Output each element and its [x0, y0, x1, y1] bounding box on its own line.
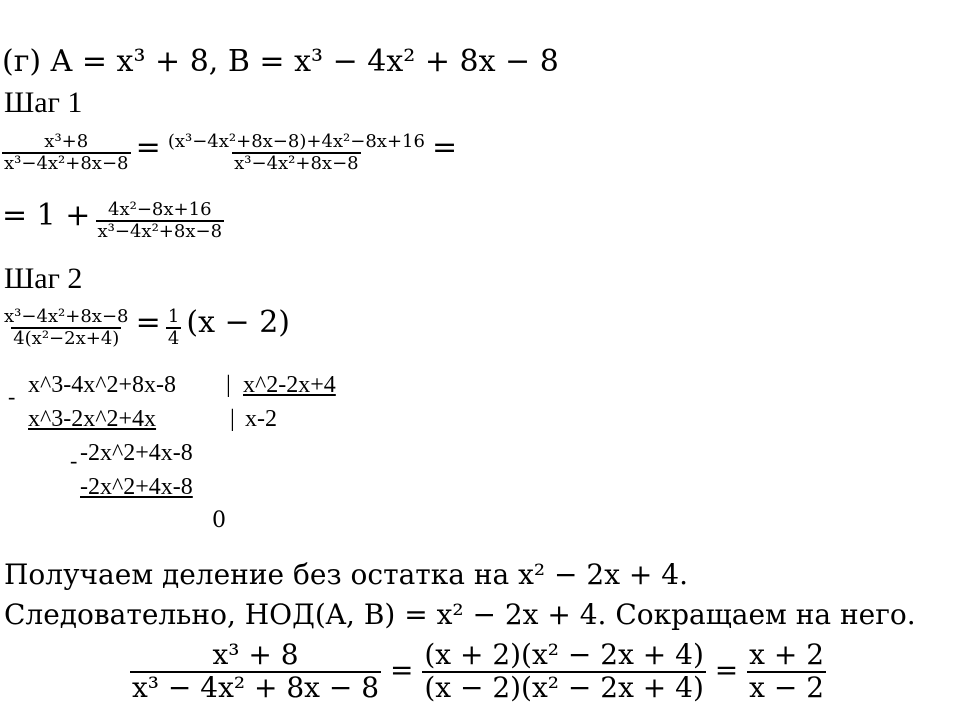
division-bar-2: |: [230, 406, 235, 432]
conclusion-line-1: Получаем деление без остатка на x² − 2x + 4.: [4, 558, 688, 591]
division-minus-2: -: [70, 448, 78, 473]
step1-label: Шаг 1: [4, 86, 83, 119]
step1-fraction-right-denominator: x³−4x²+8x−8: [234, 152, 359, 174]
step1-fraction-remainder-denominator: x³−4x²+8x−8: [97, 220, 223, 242]
final-fraction-3-numerator: x + 2: [749, 638, 825, 671]
final-equation: [130, 640, 826, 704]
step1-line2-prefix: = 1 +: [2, 198, 91, 233]
final-equals-1: =: [389, 653, 414, 687]
step1-equation: [2, 130, 457, 173]
step2-fraction-denominator: 4(x²−2x+4): [13, 327, 120, 349]
conclusion-line-2: Следовательно, НОД(A, B) = x² − 2x + 4. Сокращаем на него.: [4, 598, 916, 631]
step2-coefficient-numerator: 1: [167, 305, 180, 327]
step1-equals-1: =: [135, 130, 161, 165]
division-minus-1: -: [8, 384, 16, 409]
division-divisor: x^2-2x+4: [243, 372, 336, 398]
step1-fraction-left: [2, 132, 131, 174]
step1-fraction-remainder: [96, 200, 225, 242]
step2-coefficient-denominator: 4: [167, 327, 180, 349]
step2-label: Шаг 2: [4, 262, 83, 295]
division-dividend: x^3-4x^2+8x-8: [28, 372, 177, 398]
step1-fraction-remainder-numerator: 4x²−8x+16: [108, 198, 212, 220]
step2-factor: (x − 2): [186, 305, 290, 340]
step2-equals: =: [135, 305, 161, 340]
step1-fraction-right: [166, 132, 427, 174]
final-fraction-2: [422, 640, 706, 704]
final-equals-2: =: [714, 653, 739, 687]
step2-fraction: [2, 307, 131, 349]
division-subtract-2: -2x^2+4x-8: [80, 474, 193, 500]
step2-coefficient: [166, 307, 181, 349]
division-bar-1: |: [226, 372, 231, 398]
step1-fraction-left-denominator: x³−4x²+8x−8: [4, 152, 129, 174]
division-subtract-1: x^3-2x^2+4x: [28, 406, 157, 432]
final-fraction-2-denominator: (x − 2)(x² − 2x + 4): [424, 670, 704, 704]
final-fraction-1: [130, 640, 381, 704]
step2-fraction-numerator: x³−4x²+8x−8: [4, 305, 129, 327]
final-fraction-3-denominator: x − 2: [749, 670, 825, 704]
step1-fraction-left-numerator: x³+8: [44, 130, 89, 152]
final-fraction-1-denominator: x³ − 4x² + 8x − 8: [132, 670, 380, 704]
final-fraction-3: [747, 640, 826, 704]
step2-equation: [2, 305, 290, 348]
final-fraction-2-numerator: (x + 2)(x² − 2x + 4): [424, 638, 704, 671]
final-fraction-1-numerator: x³ + 8: [212, 638, 299, 671]
step1-equals-2: =: [432, 130, 458, 165]
problem-header: [2, 44, 559, 79]
division-remainder-final: 0: [212, 508, 226, 533]
step1-line2: [2, 198, 224, 241]
problem-statement: (г) A = x³ + 8, B = x³ − 4x² + 8x − 8: [2, 44, 559, 79]
division-remainder-1: -2x^2+4x-8: [80, 440, 193, 466]
division-quotient: x-2: [245, 406, 277, 432]
step1-fraction-right-numerator: (x³−4x²+8x−8)+4x²−8x+16: [167, 130, 425, 152]
